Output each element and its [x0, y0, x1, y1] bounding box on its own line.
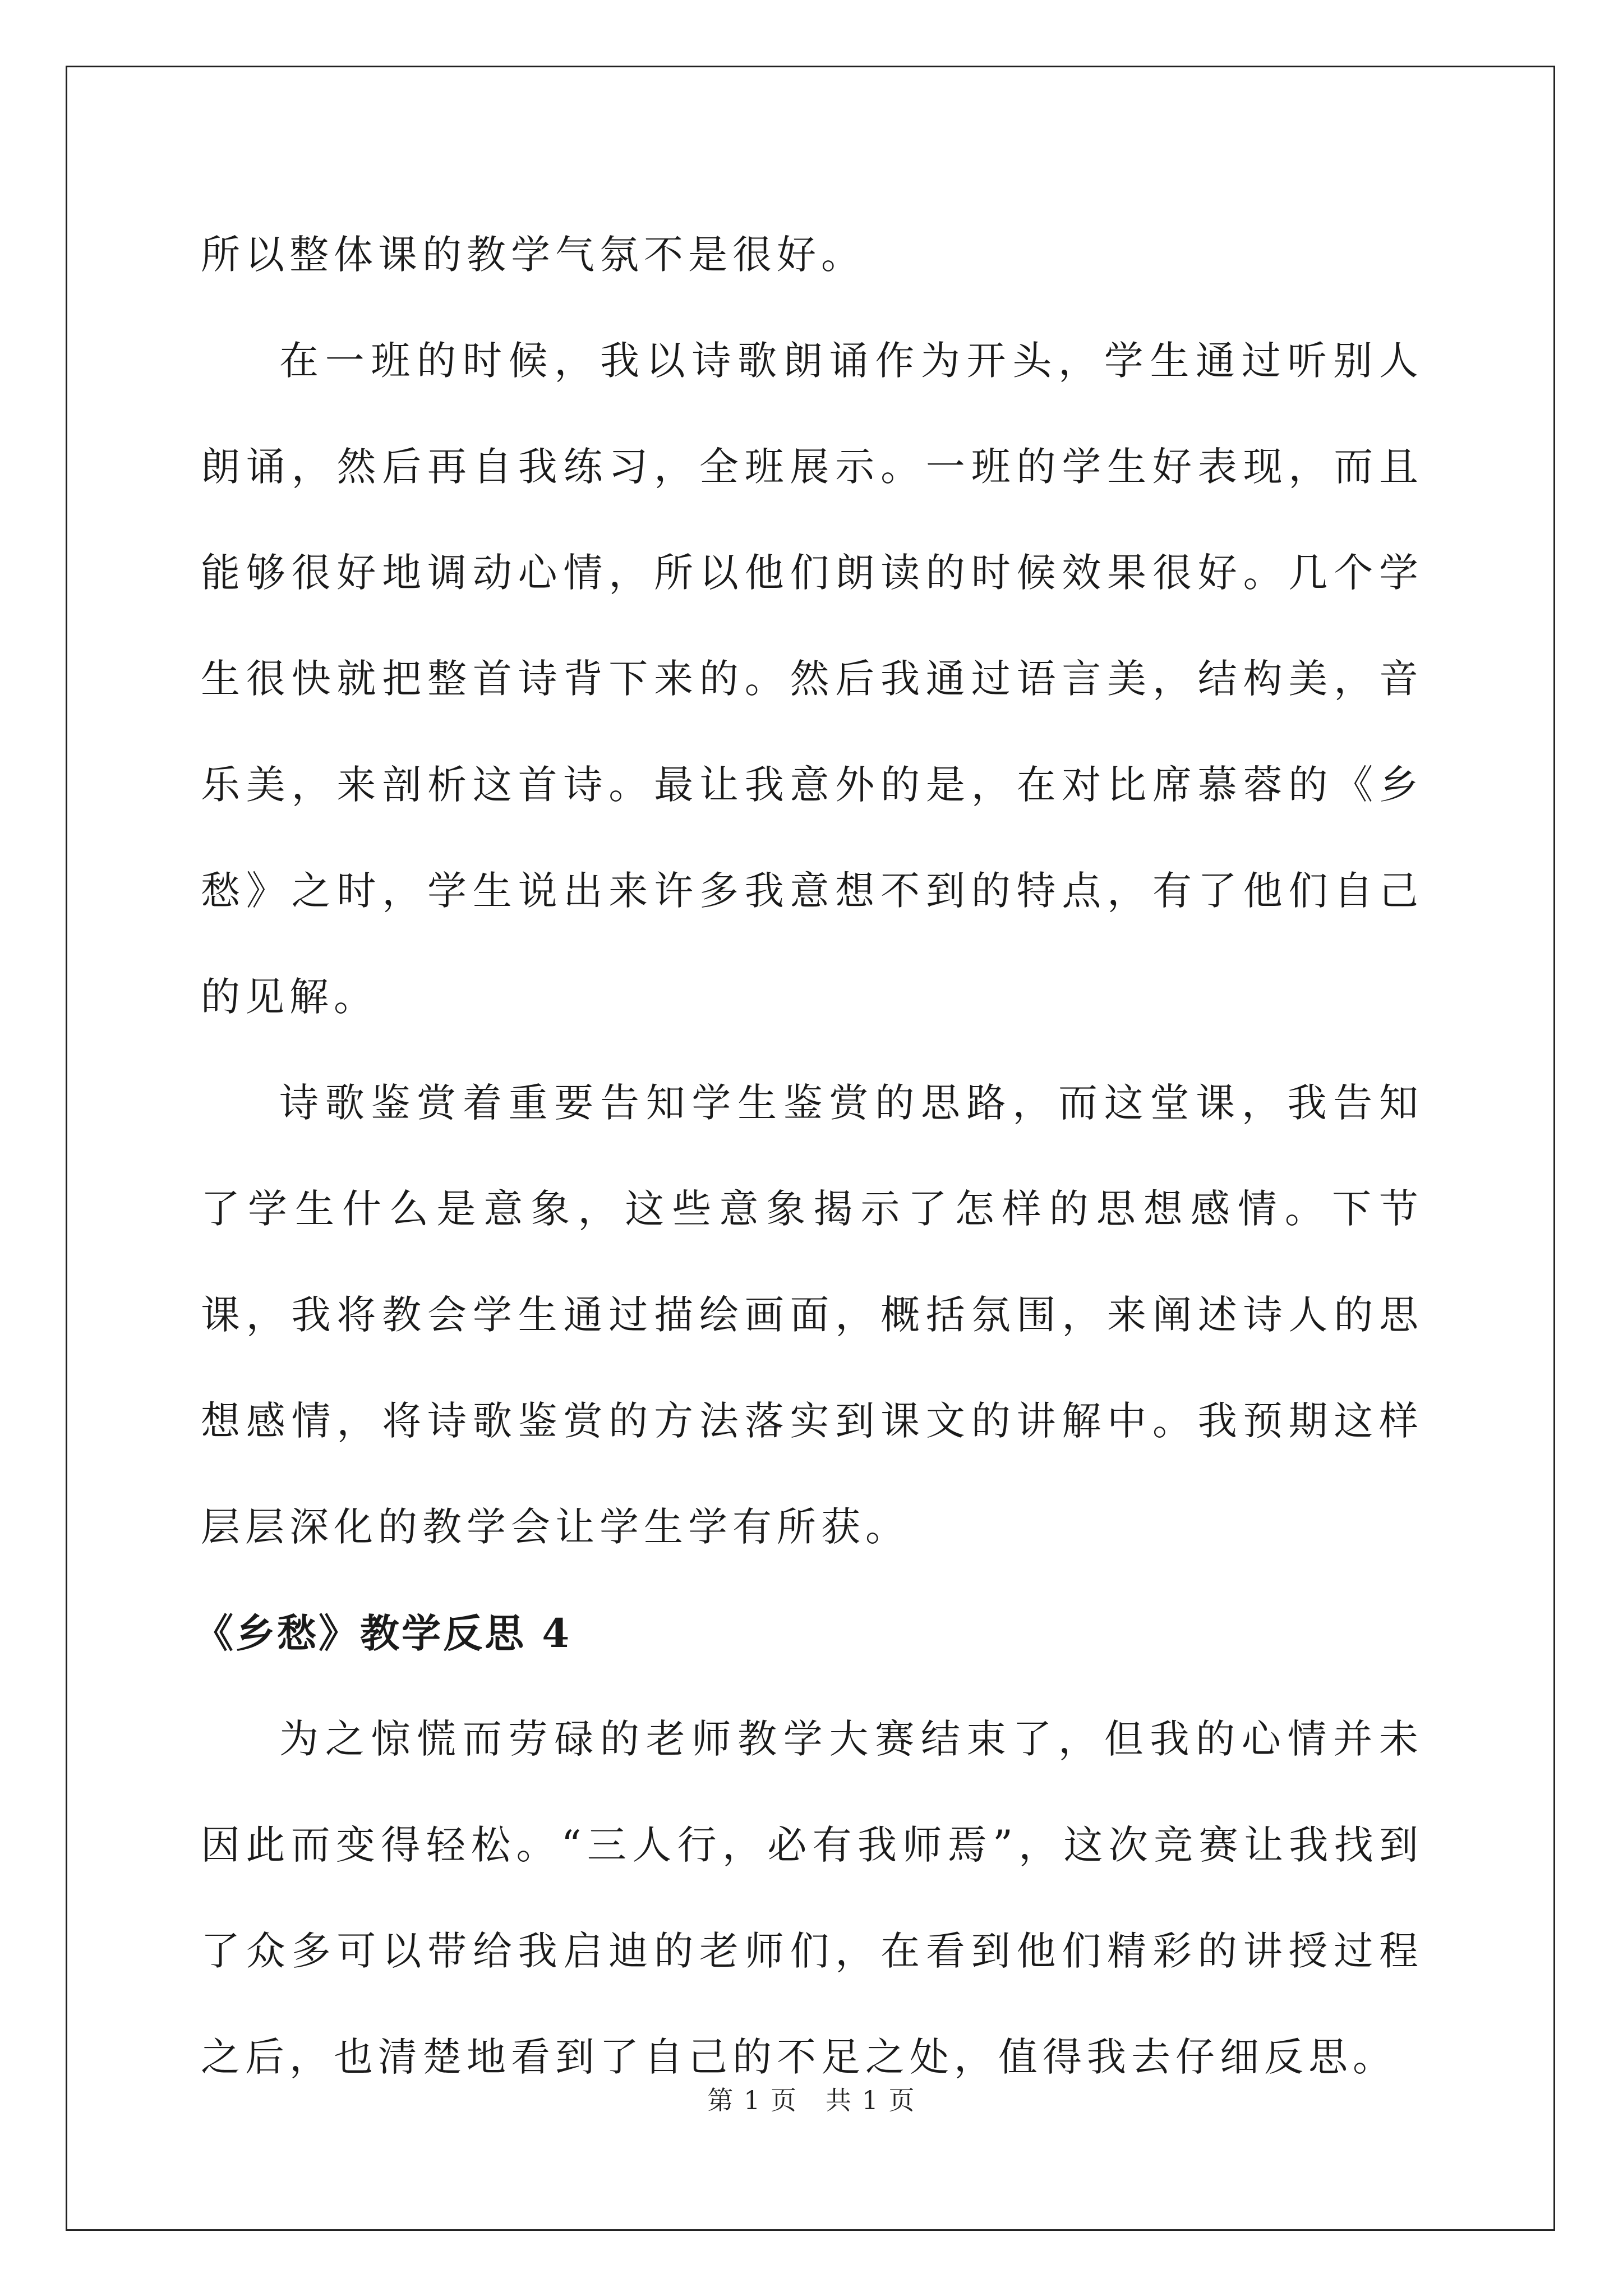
paragraph-1: 所以整体课的教学气氛不是很好。 [201, 232, 865, 278]
paragraph-4: 为之惊慌而劳碌的老师教学大赛结束了，但我的心情并未因此而变得轻松。“三人行，必有我师焉”，这次竞赛让我找到了众多可以带给我启迪的老师们，在看到他们精彩的讲授过程之后，也清楚地看到了自己的不足之处，值得我去仔细反思。 [201, 1716, 1423, 2080]
page-number-total: 共 1 页 [826, 2085, 916, 2115]
page-footer [0, 2080, 1623, 2117]
paragraph-2: 在一班的时候，我以诗歌朗诵作为开头，学生通过听别人朗诵，然后再自我练习，全班展示。一班的学生好表现，而且能够很好地调动心情，所以他们朗读的时候效果很好。几个学生很快就把整首诗背下来的。然后我通过语言美，结构美，音乐美，来剖析这首诗。最让我意外的是，在对比席慕蓉的《乡愁》之时，学生说出来许多我意想不到的特点，有了他们自己的见解。 [201, 338, 1423, 1020]
document-body [194, 202, 1423, 2110]
paragraph-3: 诗歌鉴赏着重要告知学生鉴赏的思路，而这堂课，我告知了学生什么是意象，这些意象揭示了怎样的思想感情。下节课，我将教会学生通过描绘画面，概括氛围，来阐述诗人的思想感情，将诗歌鉴赏的方法落实到课文的讲解中。我预期这样层层深化的教学会让学生学有所获。 [201, 1080, 1423, 1550]
section-heading: 《乡愁》教学反思 4 [194, 1610, 572, 1657]
page-number-current: 第 1 页 [707, 2085, 797, 2115]
